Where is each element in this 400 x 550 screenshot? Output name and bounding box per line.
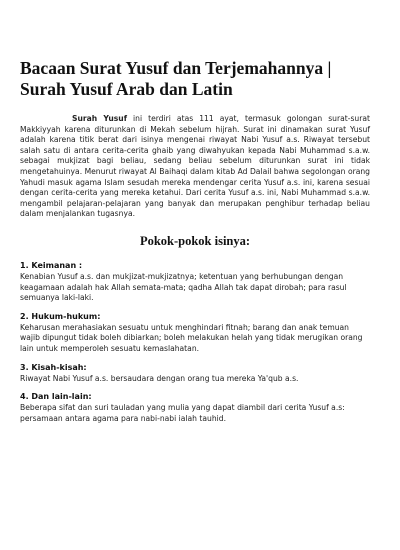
point-body: Beberapa sifat dan suri tauladan yang mulia yang dapat diambil dari cerita Yusuf a.s: persamaan antara agama para nabi-nabi ialah tauhid. xyxy=(20,403,345,423)
intro-lead: Surah Yusuf xyxy=(72,114,127,123)
point-kisah xyxy=(20,363,370,385)
point-heading: 2. Hukum-hukum: xyxy=(20,311,101,321)
document-title: Bacaan Surat Yusuf dan Terjemahannya | Surah Yusuf Arab dan Latin xyxy=(20,58,332,99)
point-lain-lain xyxy=(20,392,370,424)
point-heading: 1. Keimanan : xyxy=(20,260,83,270)
point-body: Keharusan merahasiakan sesuatu untuk menghindari fitnah; barang dan anak temuan wajib dipungut tidak boleh dibiarkan; boleh melakukan helah yang tidak merugikan orang lain untuk memperoleh sesuatu kemaslahatan. xyxy=(20,322,363,353)
intro-text: ini terdiri atas 111 ayat, termasuk golongan surat-surat Makkiyyah karena diturunkan di Mekah sebelum hijrah. Surat ini dinamakan surat Yusuf adalah karena titik berat dari isinya mengenai riwayat Nabi Yusuf a.s. Riwayat tersebut salah satu di antara cerita-cerita ghaib yang diwahyukan kepada Nabi Muhammad s.a.w. sebagai mukjizat bagi beliau, sedang beliau sebelum diturunkan surat ini tidak mengetahuinya. Menurut riwayat Al Baihaqi dalam kitab Ad Dalail bahwa segolongan orang Yahudi masuk agama Islam sesudah mereka mendengar cerita Yusuf a.s. ini, karena sesuai dengan cerita-cerita yang mereka ketahui. Dari cerita Yusuf a.s. ini, Nabi Muhammad s.a.w. mengambil pelajaran-pelajaran yang banyak dan merupakan penghibur terhadap beliau dalam menjalankan tugasnya. xyxy=(20,114,370,219)
point-hukum xyxy=(20,312,370,355)
section-heading: Pokok-pokok isinya: xyxy=(139,233,251,248)
point-heading: 3. Kisah-kisah: xyxy=(20,362,87,372)
point-heading: 4. Dan lain-lain: xyxy=(20,392,92,402)
point-keimanan xyxy=(20,261,370,304)
intro-paragraph xyxy=(20,114,370,220)
point-body: Riwayat Nabi Yusuf a.s. bersaudara dengan orang tua mereka Ya'qub a.s. xyxy=(20,373,299,383)
point-body: Kenabian Yusuf a.s. dan mukjizat-mukjizatnya; ketentuan yang berhubungan dengan keagamaan adalah hak Allah semata-mata; qadha Allah tak dapat dirobah; para rasul semuanya laki-laki. xyxy=(20,271,347,303)
